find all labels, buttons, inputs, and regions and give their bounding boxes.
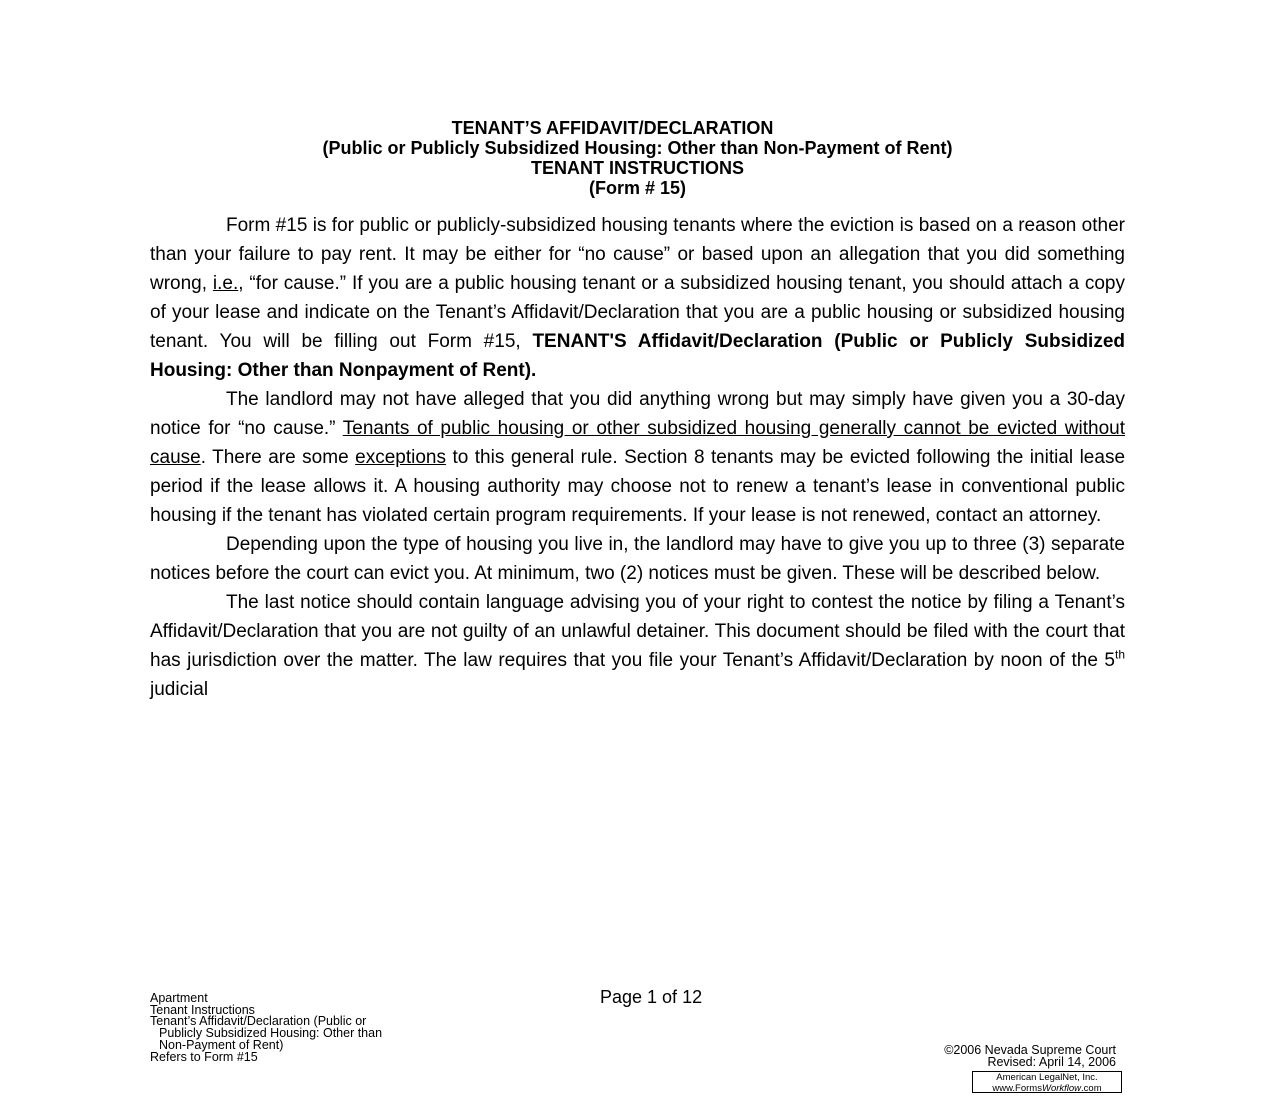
document-header	[150, 118, 1125, 198]
p1-form-title-bold: TENANT'S Affidavit/Declaration (Public or Publicly Subsidized Housing: Other than Nonpayment of Rent).	[150, 331, 1126, 381]
p4-text-b: judicial	[150, 679, 209, 700]
p2-text-a: The landlord may not have alleged that you did anything wrong but may simply have given you a 30-day notice for “no cause.”	[150, 389, 1125, 439]
p1-text-b: , “for cause.” If you are a public housing tenant or a subsidized housing tenant, you should attach a copy of your lease and indicate on the Tenant’s Affidavit/Declaration that you are a public housing or subsidized housing tenant. You will be filling out Form #15,	[150, 273, 1126, 352]
p4-text-a: The last notice should contain language advising you of your right to contest the notice by filing a Tenant’s Affidavit/Declaration that you are not guilty of an unlawful detainer. This document should be filed with the court that has jurisdiction over the matter. The law requires that you file your Tenant’s Affidavit/Declaration by noon of the 5	[150, 592, 1125, 671]
p2-text-c: to this general rule. Section 8 tenants may be evicted following the initial lease period if the lease allows it. A housing authority may choose not to renew a tenant’s lease in conventional public housing if the tenant has violated certain program requirements. If your lease is not renewed, contact an attorney.	[150, 447, 1126, 526]
badge-url-part: .com	[1081, 1082, 1102, 1094]
footer-left-line: Non-Payment of Rent)	[159, 1037, 284, 1052]
badge-url-part: www.Forms	[992, 1082, 1042, 1094]
copyright-line: ©2006 Nevada Supreme Court	[944, 1043, 1116, 1057]
p4-superscript: th	[1114, 647, 1125, 662]
footer-left-info	[150, 993, 382, 1063]
footer-left-line: Tenant Instructions	[150, 1002, 255, 1017]
footer-left-line: Apartment	[150, 991, 208, 1005]
footer-right-info	[944, 1045, 1116, 1068]
p2-underlined-rule: Tenants of public housing or other subsidized housing generally cannot be evicted without cause	[150, 418, 1126, 468]
revised-date: Revised: April 14, 2006	[987, 1054, 1116, 1069]
paragraph-2	[150, 385, 1125, 530]
form-number: (Form # 15)	[588, 178, 687, 198]
title-line: TENANT’S AFFIDAVIT/DECLARATION	[451, 118, 774, 138]
badge-company: American LegalNet, Inc.	[996, 1072, 1098, 1083]
instructions-heading: TENANT INSTRUCTIONS	[531, 158, 744, 178]
footer-left-line: Refers to Form #15	[150, 1049, 258, 1064]
badge-website[interactable]	[973, 1084, 1121, 1095]
footer-left-line: Publicly Subsidized Housing: Other than	[159, 1026, 383, 1041]
badge-url-part: Workflow	[1041, 1082, 1082, 1094]
paragraph-4	[150, 588, 1125, 704]
p1-ie-underlined: i.e.	[212, 273, 239, 294]
p1-text-a: Form #15 is for public or publicly-subsidized housing tenants where the eviction is based on a reason other than your failure to pay rent. It may be either for “no cause” or based upon an allegation that you did something wrong,	[150, 215, 1125, 294]
p2-exceptions-underlined: exceptions	[355, 447, 446, 468]
page-number: Page 1 of 12	[600, 987, 703, 1007]
paragraph-1	[150, 211, 1125, 385]
legalnet-badge[interactable]	[972, 1071, 1122, 1093]
p2-text-b: . There are some	[200, 447, 356, 468]
document-body	[150, 211, 1125, 704]
footer-left-line: Tenant’s Affidavit/Declaration (Public or	[150, 1014, 367, 1029]
subtitle-line: (Public or Publicly Subsidized Housing: Other than Non-Payment of Rent)	[322, 138, 953, 158]
paragraph-3: Depending upon the type of housing you live in, the landlord may have to give you up to three (3) separate notices before the court can evict you. At minimum, two (2) notices must be given. These will be described below.	[150, 534, 1125, 584]
